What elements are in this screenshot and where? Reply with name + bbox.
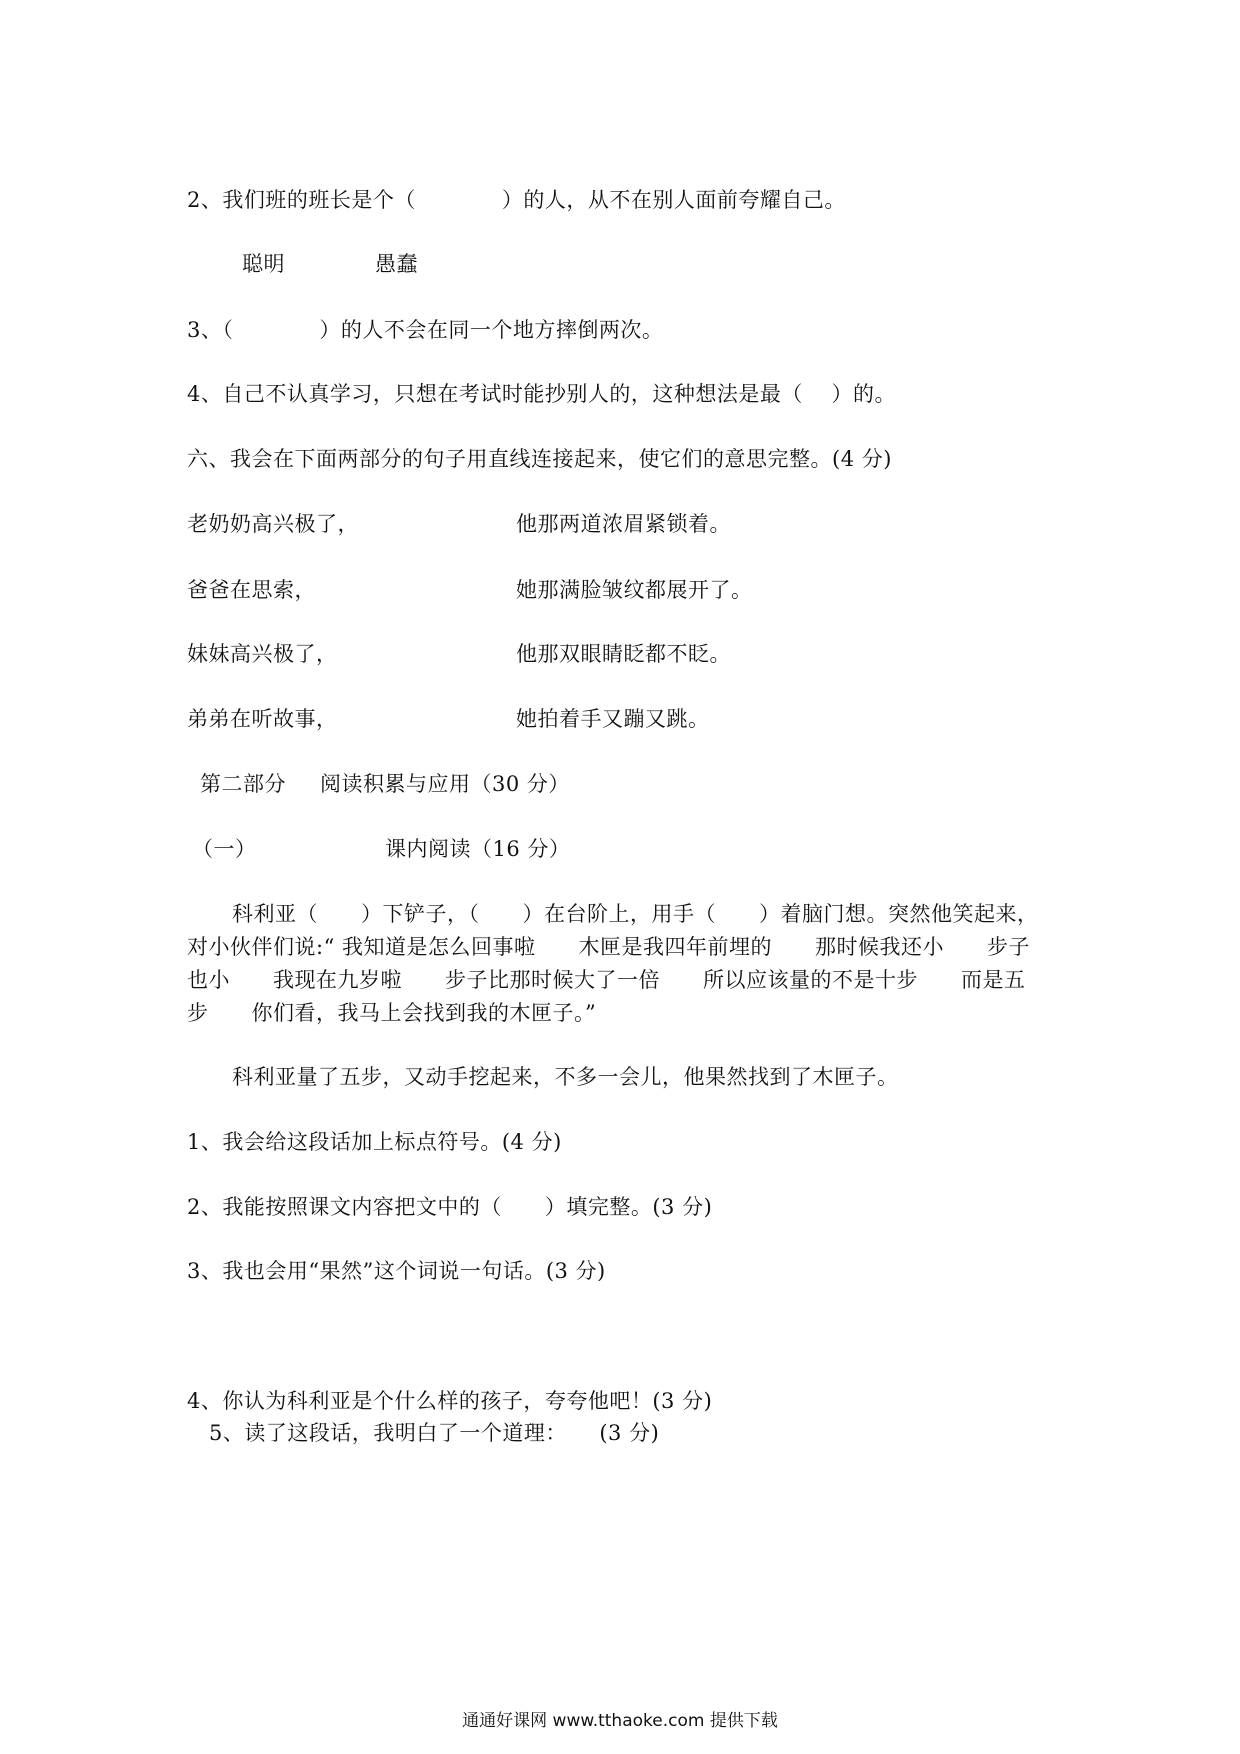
passage-line-1: 科利亚（ ）下铲子，（ ）在台阶上，用手（ ）着脑门想。突然他笑起来， xyxy=(232,902,1039,926)
part2-title: 阅读积累与应用（30 分） xyxy=(320,772,570,796)
option-2: 愚蠢 xyxy=(375,252,418,276)
q5-item2: 2、我们班的班长是个（ ）的人，从不在别人面前夸耀自己。 xyxy=(187,188,846,212)
passage-line-4: 步 你们看，我马上会找到我的木匣子。” xyxy=(187,1001,597,1025)
passage-line-3: 也小 我现在九岁啦 步子比那时候大了一倍 所以应该量的不是十步 而是五 xyxy=(187,968,1026,992)
match-right-3: 他那双眼睛眨都不眨。 xyxy=(516,642,731,666)
page-footer: 通通好课网 www.tthaoke.com 提供下载 xyxy=(462,1711,778,1731)
match-right-1: 他那两道浓眉紧锁着。 xyxy=(516,512,731,536)
match-left-2: 爸爸在思索， xyxy=(187,578,316,602)
match-left-4: 弟弟在听故事， xyxy=(187,707,338,731)
passage-line-2: 对小伙伴们说:“ 我知道是怎么回事啦 木匣是我四年前埋的 那时候我还小 步子 xyxy=(187,935,1030,959)
q6-heading: 六、我会在下面两部分的句子用直线连接起来，使它们的意思完整。(4 分) xyxy=(187,447,892,471)
part2-label: 第二部分 xyxy=(200,772,286,796)
match-right-4: 她拍着手又蹦又跳。 xyxy=(516,707,710,731)
q5-item3: 3、（ ）的人不会在同一个地方摔倒两次。 xyxy=(187,318,664,342)
question-5: 5、读了这段话，我明白了一个道理： (3 分) xyxy=(209,1421,660,1445)
match-right-2: 她那满脸皱纹都展开了。 xyxy=(516,578,753,602)
question-3: 3、我也会用“果然”这个词说一句话。(3 分) xyxy=(187,1259,606,1283)
section1-title: 课内阅读（16 分） xyxy=(385,837,571,861)
section1-label: （一） xyxy=(192,837,257,861)
question-1: 1、我会给这段话加上标点符号。(4 分) xyxy=(187,1130,562,1154)
q5-item4: 4、自己不认真学习，只想在考试时能抄别人的，这种想法是最（ ）的。 xyxy=(187,382,897,406)
question-2: 2、我能按照课文内容把文中的（ ）填完整。(3 分) xyxy=(187,1195,713,1219)
match-left-1: 老奶奶高兴极了， xyxy=(187,512,359,536)
match-left-3: 妹妹高兴极了， xyxy=(187,642,338,666)
question-4: 4、你认为科利亚是个什么样的孩子，夸夸他吧！(3 分) xyxy=(187,1389,713,1413)
option-1: 聪明 xyxy=(242,252,285,276)
passage-para-2: 科利亚量了五步，又动手挖起来，不多一会儿，他果然找到了木匣子。 xyxy=(232,1065,899,1089)
